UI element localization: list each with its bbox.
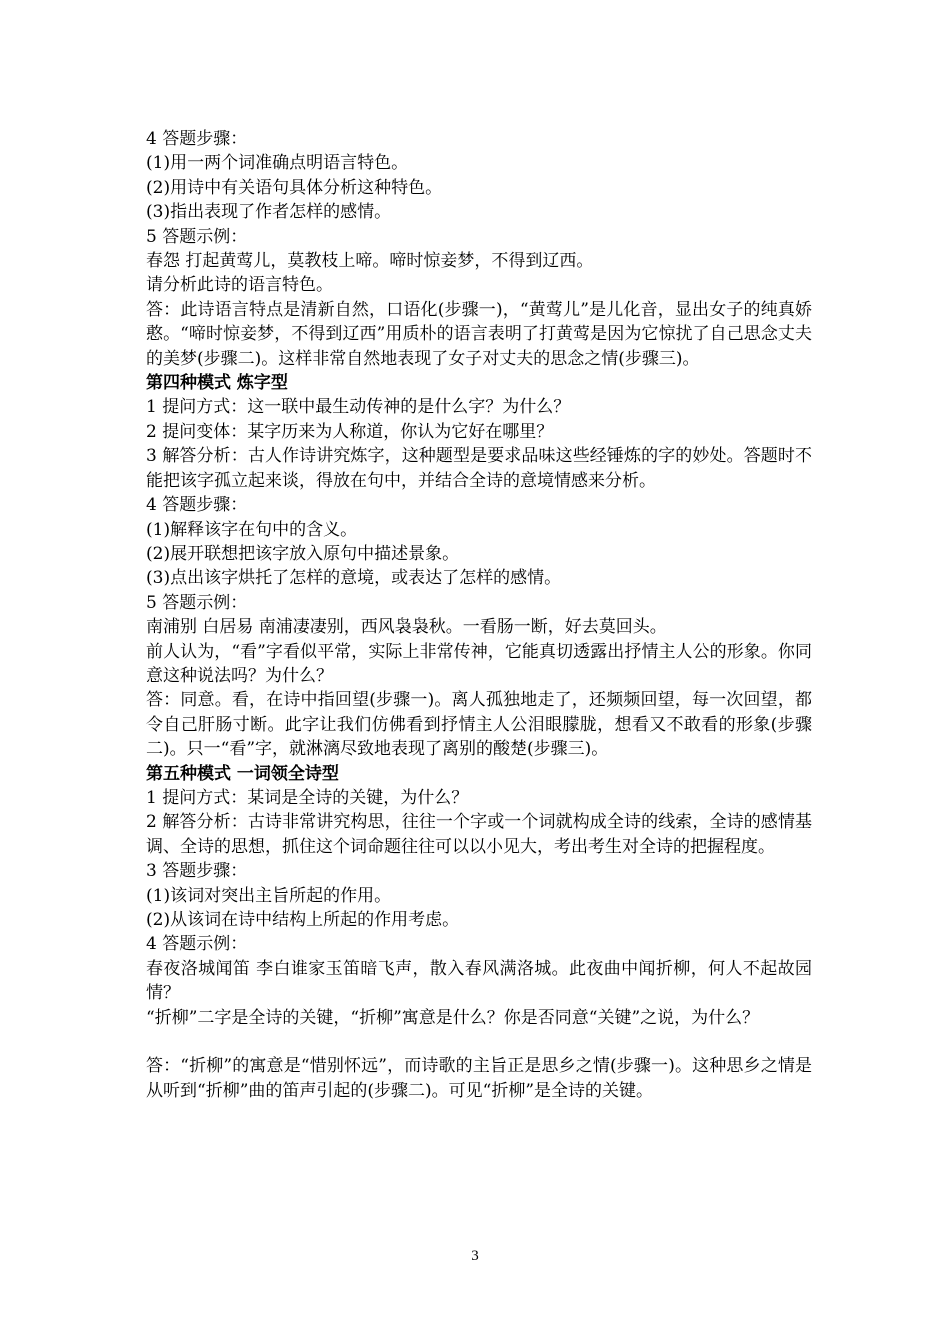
- answer-text: 答：“折柳”的寓意是“惜别怀远”，而诗歌的主旨正是思乡之情(步骤一)。这种思乡之情是从听到“折柳”曲的笛声引起的(步骤二)。可见“折柳”是全诗的关键。: [146, 1056, 812, 1101]
- step-item: (3)点出该字烘托了怎样的意境，或表达了怎样的感情。: [146, 568, 562, 589]
- blank-line: [146, 1030, 812, 1054]
- example-heading: 4 答题示例：: [146, 934, 248, 955]
- step-item: (1)该词对突出主旨所起的作用。: [146, 885, 392, 906]
- step-item: (3)指出表现了作者怎样的感情。: [146, 202, 392, 223]
- example-heading: 5 答题示例：: [146, 592, 248, 613]
- step-item: (2)用诗中有关语句具体分析这种特色。: [146, 177, 443, 198]
- poem-text: 南浦别 白居易 南浦凄凄别，西风袅袅秋。一看肠一断，好去莫回头。: [146, 617, 667, 638]
- question-text: 前人认为，“看”字看似平常，实际上非常传神，它能真切透露出抒情主人公的形象。你同意这种说法吗？为什么？: [146, 641, 812, 686]
- question-text: “折柳”二字是全诗的关键，“折柳”寓意是什么？你是否同意“关键”之说，为什么？: [146, 1007, 760, 1028]
- answer-text: 答：此诗语言特点是清新自然，口语化(步骤一)，“黄莺儿”是儿化音，显出女子的纯真娇憨。“啼时惊妾梦，不得到辽西”用质朴的语言表明了打黄莺是因为它惊扰了自己思念丈夫的美梦(步骤二)。这样非常自然地表现了女子对丈夫的思念之情(步骤三)。: [146, 299, 812, 369]
- section-heading-mode-five: 第五种模式 一词领全诗型: [146, 763, 339, 784]
- question-method: 1 提问方式：某词是全诗的关键，为什么？: [146, 787, 469, 808]
- step-item: (1)解释该字在句中的含义。: [146, 519, 358, 540]
- step-heading: 4 答题步骤：: [146, 129, 248, 149]
- question-method: 1 提问方式：这一联中最生动传神的是什么字？为什么？: [146, 397, 571, 418]
- step-item: (2)从该词在诗中结构上所起的作用考虑。: [146, 910, 460, 930]
- document-body: [146, 127, 812, 1103]
- poem-text: 春怨 打起黄莺儿，莫教枝上啼。啼时惊妾梦，不得到辽西。: [146, 251, 594, 272]
- section-heading-mode-four: 第四种模式 炼字型: [146, 373, 288, 394]
- poem-text: 春夜洛城闻笛 李白谁家玉笛暗飞声，散入春风满洛城。此夜曲中闻折柳，何人不起故园情？: [146, 958, 812, 1004]
- page-number: 3: [471, 1248, 479, 1264]
- answer-text: 答：同意。看，在诗中指回望(步骤一)。离人孤独地走了，还频频回望，每一次回望，都令自己肝肠寸断。此字让我们仿佛看到抒情主人公泪眼朦胧，想看又不敢看的形象(步骤二)。只一“看”字，就淋漓尽致地表现了离别的酸楚(步骤三)。: [146, 690, 812, 760]
- step-heading: 3 答题步骤：: [146, 861, 248, 882]
- step-item: (2)展开联想把该字放入原句中描述景象。: [146, 543, 460, 564]
- question-text: 请分析此诗的语言特色。: [146, 275, 333, 296]
- answer-analysis: 3 解答分析：古人作诗讲究炼字，这种题型是要求品味这些经锤炼的字的妙处。答题时不能把该字孤立起来谈，得放在句中，并结合全诗的意境情感来分析。: [146, 446, 812, 491]
- step-heading: 4 答题步骤：: [146, 495, 248, 516]
- question-variant: 2 提问变体：某字历来为人称道，你认为它好在哪里？: [146, 421, 554, 442]
- step-item: (1)用一两个词准确点明语言特色。: [146, 153, 409, 174]
- answer-analysis: 2 解答分析：古诗非常讲究构思，往往一个字或一个词就构成全诗的线索，全诗的感情基调、全诗的思想，抓住这个词命题往往可以以小见大，考出考生对全诗的把握程度。: [146, 812, 812, 857]
- example-heading: 5 答题示例：: [146, 226, 248, 247]
